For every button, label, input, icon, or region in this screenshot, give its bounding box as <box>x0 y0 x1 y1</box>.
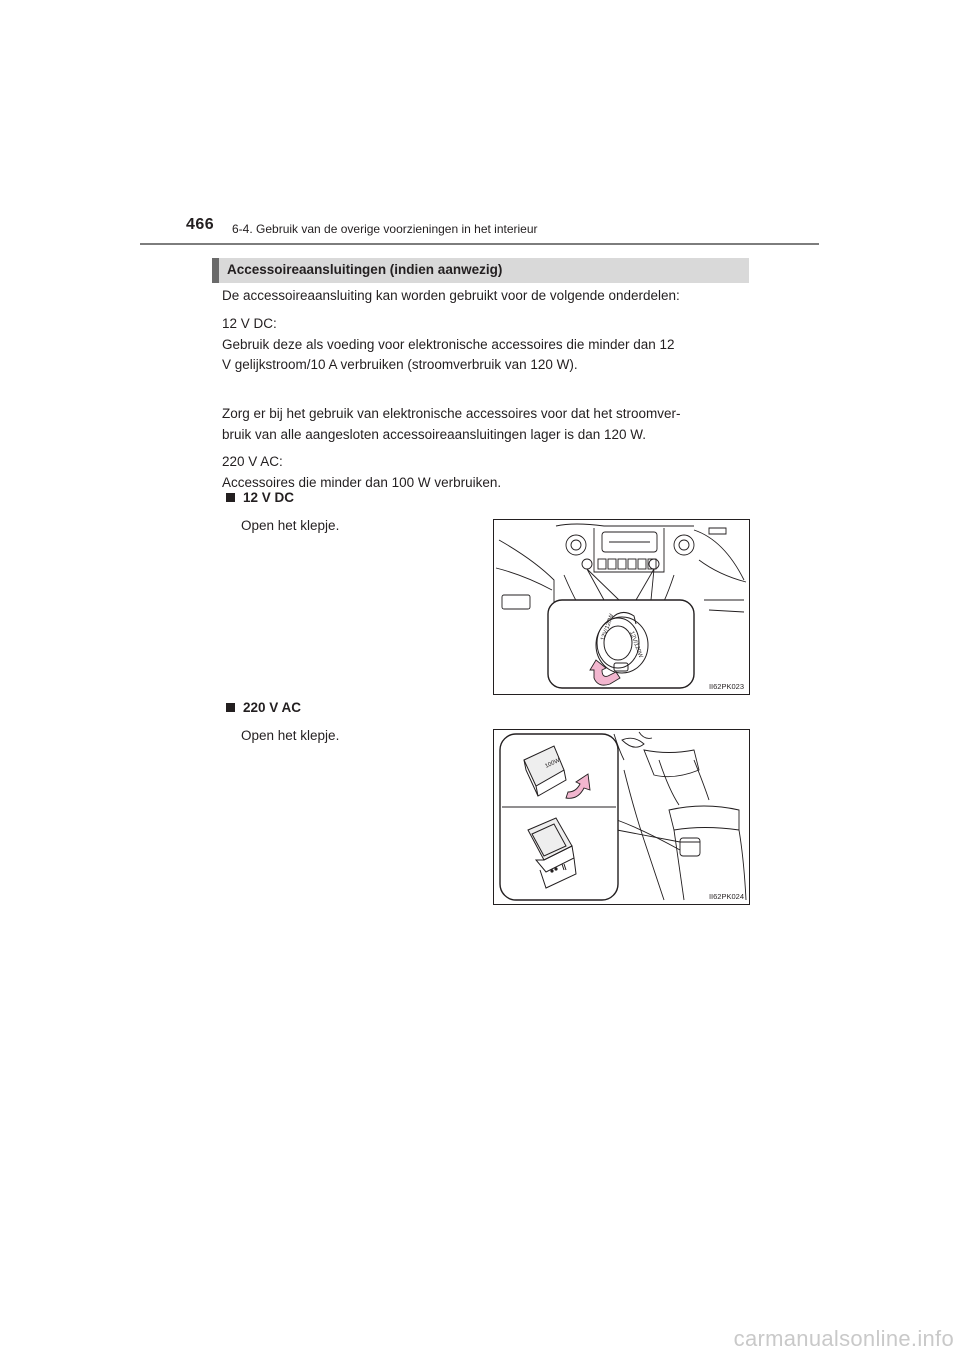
instruction-12v: Open het klepje. <box>241 518 340 533</box>
instruction-220v: Open het klepje. <box>241 728 340 743</box>
note-line-2: bruik van alle aangesloten accessoireaansluitingen lager is dan 120 W. <box>222 426 647 442</box>
note-line-1: Zorg er bij het gebruik van elektronische accessoires voor dat het stroomver- <box>222 406 681 421</box>
ac-label: 220 V AC: <box>222 454 283 469</box>
header-rule <box>140 243 819 245</box>
console-outlet-illustration <box>494 730 749 904</box>
square-bullet-icon <box>226 493 235 502</box>
intro-paragraph <box>222 286 744 307</box>
cap-label-left: 12V/120W <box>600 613 616 642</box>
figure-12v-dc <box>493 519 750 695</box>
intro-text: De accessoireaansluiting kan worden gebruikt voor de volgende onderdelen: <box>222 288 680 303</box>
subsection-heading-12v <box>226 490 294 505</box>
subsection-heading-220v-text: 220 V AC <box>243 700 302 715</box>
dc-paragraph <box>222 314 744 376</box>
ac-paragraph <box>222 452 744 493</box>
dc-line-2: V gelijkstroom/10 A verbruiken (stroomverbruik van 120 W). <box>222 357 578 372</box>
subsection-heading-12v-text: 12 V DC <box>243 490 295 505</box>
cap-label-right: 12V/120W <box>628 630 644 660</box>
figure-code-12v: II62PK023 <box>708 682 744 691</box>
note-paragraph <box>222 404 744 445</box>
section-heading-accent <box>212 258 219 283</box>
square-bullet-icon <box>226 703 235 712</box>
dc-line-1: Gebruik deze als voeding voor elektronische accessoires die minder dan 12 <box>222 336 675 352</box>
figure-220v-ac <box>493 729 750 905</box>
page-number: 466 <box>186 216 215 233</box>
dashboard-socket-illustration <box>494 520 749 694</box>
cover-label: 100W <box>544 757 562 770</box>
dc-label: 12 V DC: <box>222 316 277 331</box>
chapter-title: 6-4. Gebruik van de overige voorzieningen in het interieur <box>232 222 538 236</box>
watermark: carmanualsonline.info <box>733 1326 954 1351</box>
subsection-heading-220v <box>226 700 301 715</box>
ac-text: Accessoires die minder dan 100 W verbruiken. <box>222 474 502 490</box>
section-title: Accessoireaansluitingen (indien aanwezig) <box>227 262 503 277</box>
figure-code-220v: II62PK024 <box>708 892 744 901</box>
